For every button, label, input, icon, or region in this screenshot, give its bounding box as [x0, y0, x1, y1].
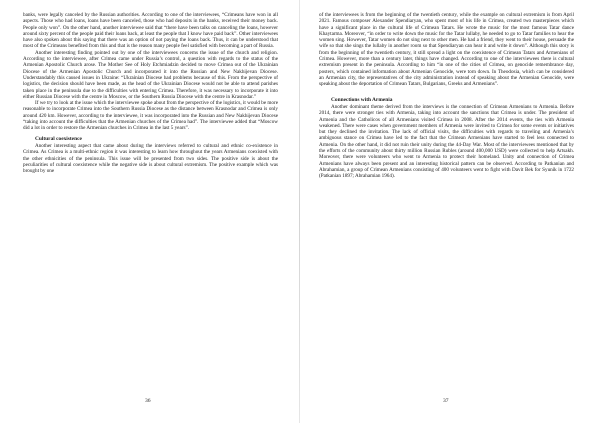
page-gutter [299, 0, 300, 423]
right-paragraph-1: of the interviewees is from the beginning of the twentieth century, while the example on cultural extremism is from April 2021. Famous composer Alexander Spendiaryan, who spent most of his life in Crimea, created two masterpieces which have a significant place in the cultural life of Crimean Tatars. He wrote the music for the most famous Tatar dance Khaytarma. Moreover, “in order to write down the music for the Tatar lullaby, he needed to go to Tatar families to hear the women sing. However, Tatar women do not sing next to other men. He had a friend, they went to their house, persuade the wife so that she sings the lullaby in another room so that Spendiaryan can hear it and write it down”. Although this story is from the beginning of the twentieth century, it still spread a light on the coexistence of Crimean Tatars and Armenians of Crimea. However, more than a century later, things have changed. According to one of the interviewees there is cultural extremism present in the peninsula. According to him “in one of the cities of Crimea, on genocide remembrance day, posters, which contained information about Armenian Genocide, were torn down. In Theodosia, which can be considered an Armenian city, the representatives of the city administration instead of speaking about the Armenian Genocide, were speaking about the deportation of Crimean Tatars, Bulgarians, Greeks and Armenians”. [319, 12, 574, 88]
left-paragraph-2: Another interesting finding pointed out by one of the interviewees concerns the issue of the church and religion. According to the interviewee, after Crimea came under Russia’s control, a question with regards to the status of the Armenian Apostolic Church arose. The Mother See of Holy Etchmiadzin decided to move Crimea out of the Ukrainian Diocese of the Armenian Apostolic Church and incorporated it into the Russian and New Nakhijevan Diocese. Understandably this caused issues in Ukraine: “Ukrainian Diocese had problems because of this. From the perspective of logistics, the decision should have been made, as the head of the Ukrainian Diocese would not be able to attend parishes taken place in the peninsula due to the difficulties with entering Crimea. Therefore, it was necessary to incorporate it into either Russian Diocese with the centre in Moscow, or the Southern Russia Diocese with the centre in Krasnodar.” [23, 49, 278, 100]
left-paragraph-3: If we try to look at the issue which the interviewee spoke about from the perspective of the logistics, it would be more reasonable to incorporate Crimea into the Southern Russia Diocese as the distance between Krasnodar and Crimea is only around 420 km. However, according to the interviewee, it was incorporated into the Russian and New Nakhijevan Diocese “taking into account the difficulties that the Armenian churches of the Crimea had”. The interviewee added that “Moscow did a lot in order to restore the Armenian churches in Crimea in the last 5 years”. [23, 100, 278, 132]
page-number-right: 37 [443, 398, 449, 404]
left-paragraph-4: Another interesting aspect that came about during the interviews referred to cultural and ethnic co-existence in Crimea. As Crimea is a multi-ethnic region it was interesting to learn how throughout the years Armenians coexisted with the other ethnicities of the peninsula. This issue will be presented from two sides. The positive side is about the peculiarities of cultural coexistence while the negative side is about cultural extremism. The positive example which was brought by one [23, 143, 278, 175]
right-paragraph-2: Another dominant theme derived from the interviews is the connection of Crimean Armenians to Armenia. Before 2014, there were stronger ties with Armenia, taking into account the sanctions that Crimea is under. The president of Armenia and the Catholicos of all Armenians visited Crimea in 2008. After the 2014 events, the ties with Armenia weakened. There were cases when government members of Armenia were invited to Crimea for some events or initiatives but they declined the invitation. The lack of official visits, the difficulties with regards to traveling and Armenia’s ambiguous stance on Crimea have led to the fact that the Crimean Armenians have started to feel less connected to Armenia. On the other hand, it did not ruin their unity during the 44-Day War. Most of the interviewees mentioned that by the efforts of the community about thirty million Russian Rubles (around 400,000 USD) were collected to help Artsakh. Moreover, there were volunteers who went to Armenia to protect their homeland. Unity and connection of Crimea Armenians have always been present and an interesting historical pattern can be observed. According to Patkanian and Abrahamian, a group of Crimean Armenians consisting of 400 volunteers went to fight with Davit Bek for Syunik in 1722 (Patkanian 1897; Abrahamian 1964). [319, 103, 574, 180]
left-page [23, 12, 278, 404]
page-number-left: 36 [145, 398, 151, 404]
right-page [319, 12, 574, 404]
section-heading-connections-with-armenia: Connections with Armenia [331, 96, 393, 103]
left-paragraph-1: banks, were legally canceled by the Russian authorities. According to one of the interviewees, “Crimeans have won in all aspects. Those who had loans, loans have been canceled, those who had deposits in the banks, received their money back. People only won”. On the other hand, another interviewee said that “there have been talks on canceling the loans, however around sixty percent of the people paid their loans back, at least the people that I know have paid back”. Other interviewees have also spoken about this saying that there was an option of not paying the loans back. Thus, it can be understood that most of the Crimeans benefited from this and that is the reason many people feel satisfied with becoming a part of Russia. [23, 12, 278, 50]
section-spacer [319, 88, 574, 93]
section-heading-cultural-coexistence: Cultural coexistence [35, 135, 82, 142]
